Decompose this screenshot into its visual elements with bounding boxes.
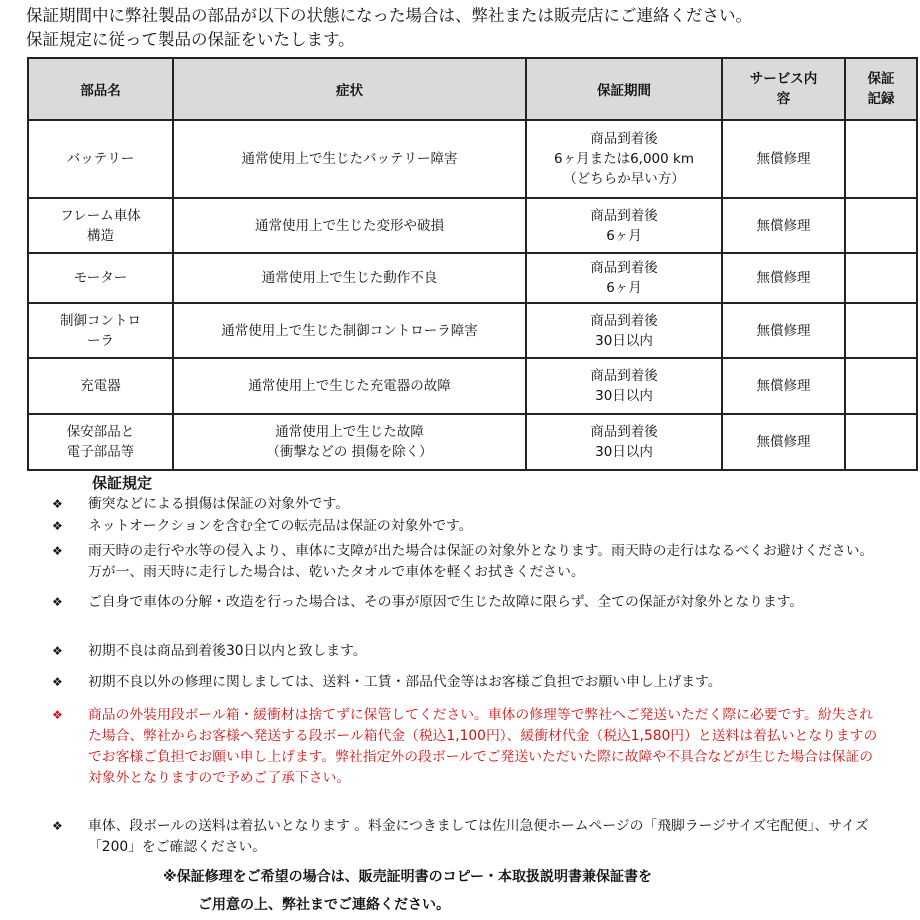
footer-line-2: ご用意の上、弊社までご連絡ください。 [198,897,450,913]
rule-text: ネットオークションを含む全ての転売品は保証の対象外です。 [88,518,473,534]
cell-symptom: 通常使用上で生じた制御コントローラ障害 [173,303,526,358]
rules-title: 保証規定 [92,474,153,492]
cell-symptom: 通常使用上で生じた動作不良 [173,253,526,303]
cell-period: 商品到着後 6ヶ月 [526,198,722,253]
diamond-bullet-icon: ❖ [52,644,63,658]
header-symptom: 症状 [173,58,526,120]
table-row [28,303,917,358]
table-row [28,120,917,198]
cell-symptom: 通常使用上で生じたバッテリー障害 [173,120,526,198]
cell-record [845,303,917,358]
cell-period: 商品到着後 30日以内 [526,303,722,358]
cell-part: 充電器 [28,358,173,414]
diamond-bullet-icon: ❖ [52,544,63,558]
rule-item [52,541,882,583]
table-row [28,198,917,253]
cell-part: フレーム車体 構造 [28,198,173,253]
rule-item [52,494,882,515]
cell-part: バッテリー [28,120,173,198]
cell-record [845,198,917,253]
rule-item [52,516,882,537]
cell-record [845,120,917,198]
rule-item [52,592,882,613]
header-part-name: 部品名 [28,58,173,120]
cell-period: 商品到着後 6ヶ月 [526,253,722,303]
table-row [28,414,917,470]
table-row [28,358,917,414]
cell-period: 商品到着後 30日以内 [526,414,722,470]
footer-line-1: ※保証修理をご希望の場合は、販売証明書のコピー・本取扱説明書兼保証書を [163,869,653,885]
rule-item [52,641,882,662]
cell-service: 無償修理 [722,120,845,198]
diamond-bullet-icon: ❖ [52,708,63,722]
cell-part: 制御コントロ ーラ [28,303,173,358]
header-record: 保証 記録 [845,58,917,120]
rule-item-warning [52,705,882,789]
cell-record [845,358,917,414]
rule-item [52,672,882,693]
rule-item [52,816,882,858]
rule-text: ご自身で車体の分解・改造を行った場合は、その事が原因で生じた故障に限らず、全ての保証が対象外となります。 [88,594,804,610]
warranty-table [27,57,918,471]
rule-text: 衝突などによる損傷は保証の対象外です。 [88,496,350,512]
cell-symptom: 通常使用上で生じた故障 （衝撃などの 損傷を除く） [173,414,526,470]
rule-text: 初期不良以外の修理に関しましては、送料・工賃・部品代金等はお客様ご負担でお願い申し上げます。 [88,674,722,690]
intro-text [26,4,752,52]
cell-service: 無償修理 [722,414,845,470]
rule-text: 初期不良は商品到着後30日以内と致します。 [88,643,367,659]
cell-period: 商品到着後 6ヶ月または6,000 km （どちらか早い方） [526,120,722,198]
cell-service: 無償修理 [722,358,845,414]
cell-service: 無償修理 [722,303,845,358]
diamond-bullet-icon: ❖ [52,595,63,609]
header-warranty-period: 保証期間 [526,58,722,120]
cell-period: 商品到着後 30日以内 [526,358,722,414]
table-header-row [28,58,917,120]
diamond-bullet-icon: ❖ [52,675,63,689]
cell-service: 無償修理 [722,253,845,303]
cell-record [845,253,917,303]
header-service: サービス内 容 [722,58,845,120]
cell-service: 無償修理 [722,198,845,253]
diamond-bullet-icon: ❖ [52,519,63,533]
table-row [28,253,917,303]
cell-symptom: 通常使用上で生じた変形や破損 [173,198,526,253]
diamond-bullet-icon: ❖ [52,819,63,833]
intro-line-2: 保証規定に従って製品の保証をいたします。 [26,30,355,49]
cell-part: 保安部品と 電子部品等 [28,414,173,470]
cell-record [845,414,917,470]
cell-symptom: 通常使用上で生じた充電器の故障 [173,358,526,414]
rule-text: 車体、段ボールの送料は着払いとなります 。料金につきましては佐川急便ホームページの「飛脚ラージサイズ宅配便」、サイズ「200」をご確認ください。 [88,818,869,855]
rule-text: 雨天時の走行や水等の侵入より、車体に支障が出た場合は保証の対象外となります。雨天時の走行はなるべくお避けください。万が一、雨天時に走行した場合は、乾いたタオルで車体を軽くお拭きください。 [88,543,874,580]
cell-part: モーター [28,253,173,303]
diamond-bullet-icon: ❖ [52,497,63,511]
rule-text-warning: 商品の外装用段ボール箱・緩衝材は捨てずに保管してください。車体の修理等で弊社へご発送いただく際に必要です。紛失された場合、弊社からお客様へ発送する段ボール箱代金（税込1,100円）、緩衝材代金（税込1,580円）と送料は着払いとなりますのでお客様ご負担でお願い申し上げます。弊社指定外の段ボールでご発送いただいた際に故障や不具合などが生じた場合は保証の対象外となりますので予めご了承下さい。 [88,707,878,786]
intro-line-1: 保証期間中に弊社製品の部品が以下の状態になった場合は、弊社または販売店にご連絡ください。 [26,6,752,25]
